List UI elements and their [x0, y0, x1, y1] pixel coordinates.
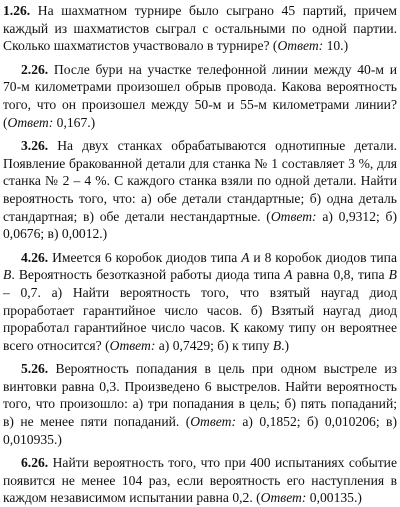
answer-value: а) 0,9312; б) 0,0676; в) 0,0012.)	[3, 208, 397, 242]
answer-value-end: .)	[281, 337, 290, 353]
answer-label: Ответ:	[270, 208, 317, 224]
problem-6-26	[3, 454, 397, 507]
problem-number: 6.26.	[21, 455, 49, 471]
problem-3-26	[3, 137, 397, 243]
answer-value: 10.)	[323, 38, 349, 54]
problem-text: Найти вероятность того, что при 400 испытаниях событие появится не менее 104 раз, если вероятность его наступления в каждом независимом испытании равна 0,2. (	[3, 455, 397, 506]
answer-label: Ответ:	[190, 414, 236, 430]
diode-type-a: A	[284, 267, 293, 283]
answer-value: 0,167.)	[53, 114, 96, 130]
answer-label: Ответ:	[7, 114, 54, 130]
diode-type-b: B	[3, 267, 12, 283]
problem-text-part: и 8 коробок диодов типа	[249, 249, 397, 265]
problem-text: На шахматном турнире было сыграно 45 партий, причем каждый из шахматистов сыграл с остальными по одной партии. Сколько шахматистов участвовало в турнире? (	[3, 3, 397, 54]
problem-number: 1.26.	[3, 3, 31, 18]
problem-number: 2.26.	[21, 61, 49, 77]
problem-number: 3.26.	[21, 138, 49, 154]
answer-diode-type: B	[272, 337, 282, 353]
answer-value: 0,00135.)	[306, 490, 362, 506]
problem-text-part: равна 0,8, типа	[292, 267, 389, 283]
answer-label: Ответ:	[109, 337, 156, 353]
problem-text: Вероятность попадания в цель при одном выстреле из винтовки равна 0,3. Произведено 6 выстрелов. Найти вероятность того, что произошло: а) три попадания в цель; б) пять попаданий; в) не менее пяти попаданий. (	[3, 361, 397, 430]
answer-value: а) 0,7429; б) к типу	[155, 337, 273, 353]
problem-2-26	[3, 61, 397, 131]
problem-text-part: Имеется 6 коробок диодов типа	[48, 249, 242, 265]
problem-4-26	[3, 249, 397, 355]
answer-label: Ответ:	[277, 38, 324, 54]
answer-label: Ответ:	[260, 490, 307, 506]
problem-text: На двух станках обрабатываются однотипные детали. Появление бракованной детали для станка № 1 составляет 3 %, для станка № 2 – 4 %. С каждого станка взяли по одной детали. Найти вероятность того, что: а) обе детали стандартные; б) одна деталь стандартная; в) обе детали нестандартные. (	[3, 138, 397, 224]
diode-type-a: A	[241, 249, 250, 265]
diode-type-b: B	[388, 267, 397, 283]
answer-value: а) 0,1852; б) 0,010206; в) 0,010935.)	[3, 414, 398, 447]
problem-5-26	[3, 360, 397, 448]
problem-number: 4.26.	[21, 249, 49, 265]
problem-text-part: . Вероятность безотказной работы диода типа	[11, 267, 285, 283]
problem-text: После бури на участке телефонной линии между 40-м и 70-м километрами произошел обрыв провода. Какова вероятность того, что он произошел между 50-м и 55-м километрами линии? (	[3, 61, 397, 130]
problem-text-part: – 0,7. а) Найти вероятность того, что взятый наугад диод проработает гарантийное число часов. б) Взятый наугад диод проработал гарантийное число часов. К какому типу он вероятнее всего относится? (	[3, 284, 397, 353]
problem-number: 5.26.	[21, 361, 49, 377]
problem-1-26	[3, 2, 397, 55]
